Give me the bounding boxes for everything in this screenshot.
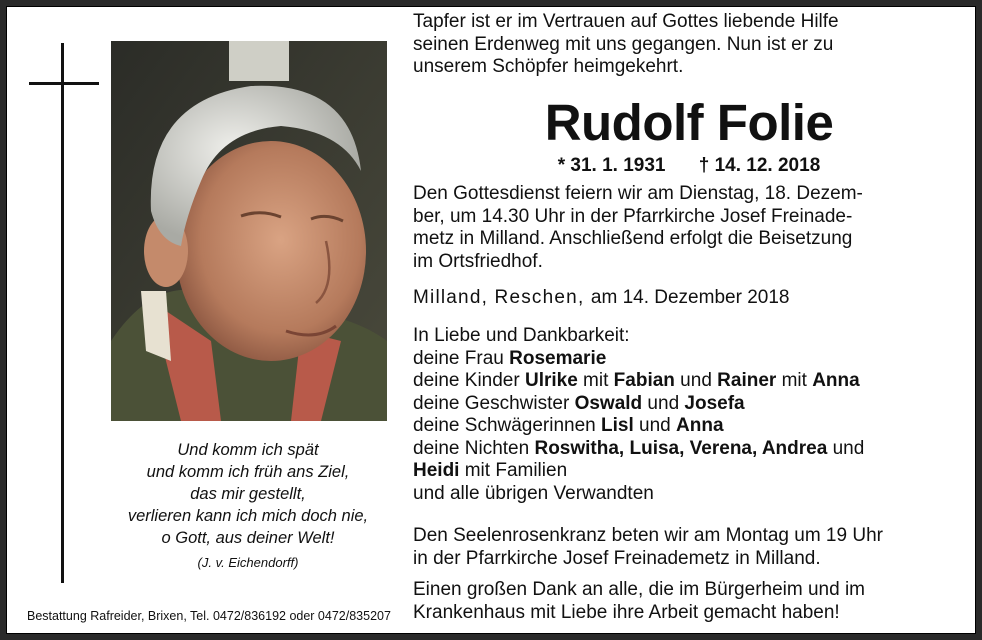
mourner-name: Heidi <box>413 460 460 481</box>
relation: deine Frau <box>413 347 510 369</box>
cross-icon-bar <box>29 82 99 85</box>
mourner-name: Rosemarie <box>509 347 607 369</box>
service-line: Den Gottesdienst feiern wir am Dienstag, 18. Dezem- <box>413 183 863 204</box>
connector: mit <box>577 370 614 391</box>
intro-line: Tapfer ist er im Vertrauen auf Gottes liebende Hilfe <box>413 11 839 32</box>
connector: und <box>633 415 677 436</box>
mourner-name: Fabian <box>613 370 675 391</box>
mourner-line <box>413 438 965 461</box>
connector: und <box>827 437 865 459</box>
death-date: † 14. 12. 2018 <box>698 155 821 176</box>
intro-line: seinen Erdenweg mit uns gegangen. Nun ist er zu <box>413 33 834 55</box>
notice-date: am 14. Dezember 2018 <box>590 287 790 308</box>
poem <box>103 439 393 549</box>
connector: mit <box>776 370 813 391</box>
thanks-line: Einen großen Dank an alle, die im Bürgerheim und im <box>413 579 866 600</box>
mourner-name: Lisl <box>601 415 634 436</box>
connector: und <box>642 392 685 414</box>
mourner-name: Rainer <box>717 370 777 391</box>
poem-line: und komm ich früh ans Ziel, <box>146 463 350 481</box>
rosary-line: Den Seelenrosenkranz beten wir am Montag um 19 Uhr <box>413 525 883 546</box>
service-line: metz in Milland. Anschließend erfolgt die Beisetzung <box>413 228 853 249</box>
relation: deine Schwägerinnen <box>413 415 602 436</box>
mourner-name: Anna <box>812 370 860 391</box>
mourner-line <box>413 393 965 416</box>
poem-line: Und komm ich spät <box>177 441 319 459</box>
mourners-list <box>413 325 965 505</box>
place: Milland, Reschen, <box>413 287 585 308</box>
poem-author: (J. v. Eichendorff) <box>197 555 299 570</box>
mourner-name: Josefa <box>684 392 745 414</box>
cross-icon <box>61 43 64 583</box>
connector: mit Familien <box>459 460 568 481</box>
service-text <box>413 183 965 273</box>
connector: und <box>674 370 718 391</box>
mourner-name: Oswald <box>574 392 643 414</box>
rosary-text <box>413 525 965 570</box>
rosary-line: in der Pfarrkirche Josef Freinademetz in Milland. <box>413 547 821 569</box>
portrait-photo <box>111 41 387 421</box>
poem-line: verlieren kann ich mich doch nie, <box>127 507 369 525</box>
mourner-name: Ulrike <box>524 370 578 391</box>
place-date <box>413 287 965 310</box>
thanks-line: Krankenhaus mit Liebe ihre Arbeit gemacht haben! <box>413 601 840 623</box>
intro-line: unserem Schöpfer heimgekehrt. <box>413 56 684 77</box>
deceased-name: Rudolf Folie <box>544 94 834 151</box>
undertaker-info: Bestattung Rafreider, Brixen, Tel. 0472/836192 oder 0472/835207 <box>27 609 391 623</box>
birth-date: * 31. 1. 1931 <box>557 155 666 176</box>
mourner-name: Roswitha, Luisa, Verena, Andrea <box>534 437 828 459</box>
obituary-notice <box>6 6 976 634</box>
thanks-text <box>413 579 965 624</box>
poem-line: das mir gestellt, <box>190 485 306 503</box>
mourner-name: Anna <box>676 415 724 436</box>
relation: deine Nichten <box>413 437 535 459</box>
mourner-line <box>413 460 965 483</box>
service-line: ber, um 14.30 Uhr in der Pfarrkirche Josef Freinade- <box>413 205 853 227</box>
relation: deine Kinder <box>413 370 525 391</box>
mourner-line <box>413 415 965 438</box>
mourner-line <box>413 348 965 371</box>
relation: deine Geschwister <box>413 392 575 414</box>
mourner-line: und alle übrigen Verwandten <box>413 482 654 504</box>
life-dates <box>413 155 965 177</box>
poem-line: o Gott, aus deiner Welt! <box>161 529 335 547</box>
service-line: im Ortsfriedhof. <box>413 250 543 272</box>
mourner-line <box>413 370 965 393</box>
mourners-intro: In Liebe und Dankbarkeit: <box>413 325 630 346</box>
intro-text <box>413 11 965 79</box>
